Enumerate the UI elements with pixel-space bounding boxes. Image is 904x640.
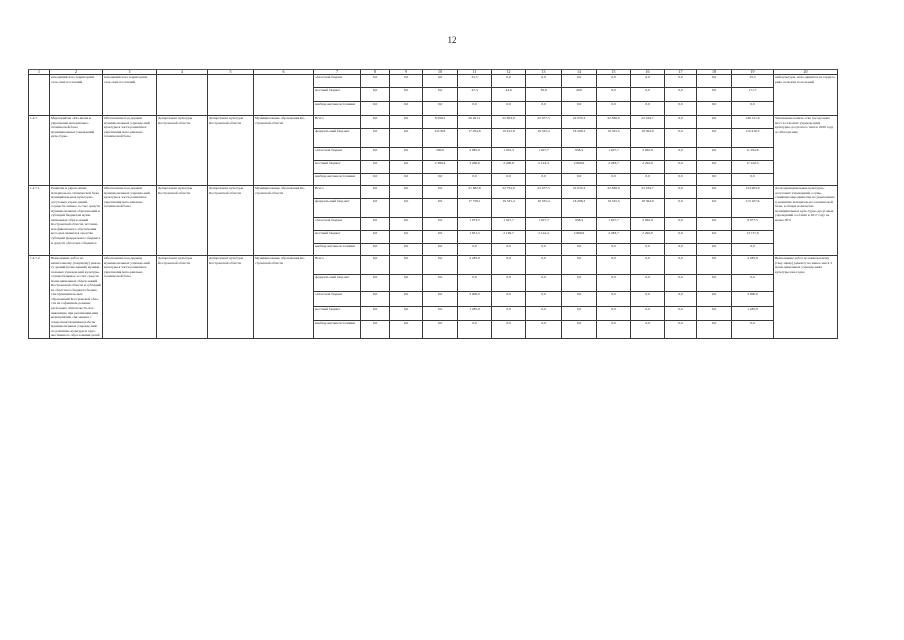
funding-value: 0,0 [423,218,458,231]
funding-value: 47,3 [458,88,492,102]
funding-row [29,116,838,129]
funding-value: 0,0 [597,292,631,307]
funding-source: федераль-ный бюд-жет [314,274,361,291]
item-name: Развитие и укреп-ление материаль-но-технической базы муниципаль-ных культурно-досуговых учреж-дений, осуществ-ляемое за счет средств муници-пальных образова-ний и субсидий бюджетам муни-ципальных образо-ваний Костромской области, источни-ком финансового обеспечения кото-рых являются средства субсидий федерального бюджета и средств областного бюджета [50,186,103,256]
expected-result: Увеличение количе-ства посадочных мест в сельских учрежде-ниях культурно-досугового типа к 2020 году до 294 еди-ниц [774,116,838,186]
funding-value: 0,0 [390,186,423,199]
funding-value: 0,0 [526,102,562,116]
funding-value: 1 027,7 [526,148,562,161]
participant: Муниципальные образования Ко-стромской области [254,116,314,186]
column-number: 17 [665,70,697,75]
funding-value: 0,0 [597,88,631,102]
funding-value: 0,0 [390,244,423,256]
funding-row [29,256,838,275]
funding-value: 0,0 [665,292,697,307]
funding-value: 22 836,9 [597,186,631,199]
funding-value: 0,0 [665,231,697,244]
funding-value: 2 199,7 [492,231,526,244]
funding-value: 0,0 [423,306,458,321]
funding-value: 0,0 [458,174,492,186]
funding-value: 2 208,8 [492,161,526,174]
funding-value: 0,0 [697,116,732,129]
funding-value: 0,0 [631,88,665,102]
funding-value: 0,0 [526,292,562,307]
funding-value: 1 027,7 [597,218,631,231]
funding-value: 0,0 [732,274,774,291]
funding-value: 0,0 [697,306,732,321]
funding-value: 0,0 [665,116,697,129]
funding-value: 0,0 [697,186,732,199]
funding-value: 0,0 [732,321,774,338]
funding-value: 18 208,3 [562,199,597,218]
funding-value: 1 951,5 [458,231,492,244]
funding-value: 0,0 [631,321,665,338]
funding-value: 0,0 [390,174,423,186]
funding-value: 0,0 [361,161,390,174]
column-number: 20 [774,70,838,75]
funding-value: 0,0 [665,274,697,291]
funding-value: 0,0 [361,256,390,275]
funding-value: 171,7 [732,88,774,102]
item-number [29,75,50,116]
funding-value: 1 973,2 [458,218,492,231]
funding-value: 26 201,1 [458,116,492,129]
funding-source: местный бюджет [314,231,361,244]
funding-value: 4 285,8 [732,256,774,275]
funding-value: 8 599,2 [423,116,458,129]
funding-value: 11 294,8 [732,148,774,161]
column-number: 6 [254,70,314,75]
item-name: Выполнение работ по капитальному (текущему) ремон-ту зданий (поме-щений) муници-пальных учрежде-ний культуры, осуществляемое за счет средств муни-ципальных образо-ваний Костромской области и субсидий из областного бюджета бюдже-там муниципаль-ных образований Костромской обла-сти на софинанси-рование расходных обязательств, воз-никающих при реализации ими мероприятий, свя-занных с совер-шенствованием работы муници-пальных учрежде-ний по развитию культуры и худо-жественного обра-зования детей [51,256,102,338]
funding-value: 0,0 [697,161,732,174]
funding-value: 0,0 [562,174,597,186]
funding-value: 0,0 [631,75,665,88]
funding-value: 22 836,9 [597,116,631,129]
funding-value: 0,0 [423,231,458,244]
column-number: 12 [492,70,526,75]
column-number: 11 [458,70,492,75]
funding-value: 0,0 [526,244,562,256]
funding-value: 19 525,4 [526,129,562,148]
funding-source: областной бюджет [314,148,361,161]
funding-value: 25,5 [458,75,492,88]
column-number: 10 [423,70,458,75]
funding-value: 0,0 [423,199,458,218]
funding-value: 0,0 [390,306,423,321]
funding-value: 0,0 [697,231,732,244]
item-name: находящихся на территориях сель-ских поселений [50,75,103,116]
funding-value: 0,0 [361,231,390,244]
funding-source: местный бюджет [314,161,361,174]
funding-value: 0,0 [458,274,492,291]
funding-value: 113 107,6 [732,199,774,218]
funding-value: 0,0 [492,274,526,291]
funding-value: 0,0 [390,199,423,218]
funding-value: 0,0 [631,292,665,307]
responsible: Департамент культуры Костромской области [157,256,208,339]
funding-value: 0,0 [390,88,423,102]
funding-row [29,75,838,88]
funding-source: областной бюджет [314,75,361,88]
funding-value: 0,0 [526,321,562,338]
coexecutor: Департамент культуры Костромской области [208,186,254,256]
funding-value: 19 525,4 [492,199,526,218]
item-goal: Обеспечение под-держки муници-пальных учрежде-ний культуры в части развития и укрепления мате-риально-технической базы [103,116,157,186]
funding-value: 0,0 [665,102,697,116]
funding-value: 0,0 [697,199,732,218]
funding-value: 19 525,4 [526,199,562,218]
funding-value: 39,8 [526,88,562,102]
funding-value: 958,4 [562,218,597,231]
funding-value: 0,0 [526,174,562,186]
funding-value: 0,0 [526,256,562,275]
funding-source: Всего [314,256,361,275]
funding-value: 4 285,8 [458,256,492,275]
funding-value: 2 283,7 [597,231,631,244]
funding-value: 0,0 [697,129,732,148]
funding-source: областной бюджет [314,218,361,231]
funding-value: 0,0 [597,102,631,116]
column-number: 8 [361,70,390,75]
funding-value: 0,0 [697,321,732,338]
funding-value: 0,0 [597,244,631,256]
funding-value: 0,0 [390,274,423,291]
funding-value: 0,0 [697,102,732,116]
funding-value: 0,0 [361,75,390,88]
funding-source: внебюд-жетные источники [314,321,361,338]
expected-result: ний культуры, нахо-дящихся на террито-риях сельских поселе-ний [774,75,838,116]
funding-value: 0,0 [562,274,597,291]
funding-value: 0,0 [631,274,665,291]
funding-value: 22 752,0 [492,186,526,199]
funding-value: 0,0 [665,321,697,338]
funding-value: 4 985,9 [458,148,492,161]
funding-value: 2 124,4 [526,161,562,174]
funding-value: 0,0 [492,244,526,256]
funding-value: 0,0 [665,306,697,321]
column-number: 2 [50,70,103,75]
funding-value: 22 033,3 [562,116,597,129]
funding-value: 0,0 [361,116,390,129]
funding-value: 0,0 [423,174,458,186]
funding-value: 0,0 [423,274,458,291]
funding-value: 0,0 [361,129,390,148]
funding-source: Всего [314,186,361,199]
funding-value: 0,0 [732,102,774,116]
funding-value: 13 717,9 [732,231,774,244]
funding-value: 0,0 [697,292,732,307]
funding-value: 44,6 [492,88,526,102]
funding-value: 0,0 [526,306,562,321]
funding-value: 0,0 [423,256,458,275]
program-funding-table [28,69,838,339]
funding-value: 2 283,7 [597,161,631,174]
funding-value: 0,0 [562,244,597,256]
funding-value: 19 525,5 [597,199,631,218]
coexecutor: Департамент культуры Костромской области [208,116,254,186]
funding-value: 0,0 [665,129,697,148]
funding-value: 0,0 [631,306,665,321]
funding-value: 0,0 [697,218,732,231]
funding-source: внебюд-жетные источники [314,102,361,116]
funding-value: 0,0 [562,102,597,116]
funding-value: 0,0 [390,321,423,338]
funding-value: 0,0 [361,274,390,291]
funding-value: 18 564,9 [631,129,665,148]
funding-value: 0,0 [458,102,492,116]
column-number: 7 [314,70,361,75]
funding-value: 0,0 [631,256,665,275]
funding-value: 0,0 [526,274,562,291]
funding-value: 0,0 [492,174,526,186]
column-number: 4 [157,70,208,75]
column-number: 5 [208,70,254,75]
funding-value: 0,0 [631,102,665,116]
column-number: 9 [390,70,423,75]
funding-value: 0,0 [697,75,732,88]
participant [254,75,314,116]
funding-value: 0,0 [665,148,697,161]
item-goal: Обеспечение под-держки муници-пальных учрежде-ний культуры в части развития и укрепления мате-риально-технической базы [103,186,157,256]
funding-value: 0,0 [390,292,423,307]
responsible: Департамент культуры Костромской области [157,186,208,256]
funding-value: 0,0 [390,231,423,244]
funding-value: 0,0 [665,174,697,186]
funding-value: 17 758,1 [458,199,492,218]
funding-value: 1 027,7 [597,148,631,161]
funding-value: 0,0 [665,161,697,174]
funding-value: 0,0 [492,292,526,307]
funding-value: 19 525,5 [597,129,631,148]
column-number: 13 [526,70,562,75]
funding-value: 0,0 [665,244,697,256]
funding-value: 0,0 [665,218,697,231]
funding-value: 0,0 [390,161,423,174]
funding-value: 0,0 [492,321,526,338]
funding-value: 17 954,6 [458,129,492,148]
funding-value: 22 919,7 [631,116,665,129]
funding-value: 0,0 [526,75,562,88]
expected-result: Выполнение работ по капитальному (теку-щему) ремонту не менее чем в 3 муни-ципальных учрежде-ниях культуры еже-годно [774,256,838,339]
funding-value: 22 677,5 [526,116,562,129]
responsible: Департамент культуры Костромской области [157,116,208,186]
funding-row [29,186,838,199]
funding-value: 22 919,7 [631,186,665,199]
funding-value: 0,0 [665,199,697,218]
funding-value: 22 677,5 [526,186,562,199]
funding-value: 0,0 [390,218,423,231]
funding-source: местный бюджет [314,306,361,321]
column-number: 3 [103,70,157,75]
funding-value: 2 124,4 [526,231,562,244]
funding-value: 0,0 [597,321,631,338]
funding-value: 1 027,7 [526,218,562,231]
funding-source: федераль-ный бюд-жет [314,129,361,148]
funding-source: областной бюджет [314,292,361,307]
funding-value: 0,0 [492,256,526,275]
funding-value: 3 260,6 [458,161,492,174]
funding-value: 0,0 [423,88,458,102]
funding-value: 2 292,0 [631,231,665,244]
funding-value: 0,0 [562,75,597,88]
participant: Муниципальные образования Ко-стромской области [254,186,314,256]
funding-value: 0,0 [458,321,492,338]
funding-value: 2 380,4 [423,161,458,174]
funding-source: внебюд-жетные источники [314,174,361,186]
funding-value: 148 121,6 [732,116,774,129]
funding-source: местный бюджет [314,88,361,102]
funding-value: 0,0 [697,148,732,161]
funding-value: 0,0 [361,174,390,186]
funding-value: 2 292,0 [631,161,665,174]
funding-value: 3 000,0 [458,292,492,307]
funding-value: 22 853,9 [492,116,526,129]
funding-value: 22 033,3 [562,186,597,199]
column-number: 18 [697,70,732,75]
funding-value: 0,0 [665,256,697,275]
funding-value: 0,0 [492,75,526,88]
funding-value: 0,0 [631,174,665,186]
funding-value: 0,0 [597,75,631,88]
funding-value: 0,0 [562,292,597,307]
funding-value: 0,0 [361,199,390,218]
funding-value: 6 018,8 [423,129,458,148]
funding-value: 0,0 [423,102,458,116]
funding-value: 0,0 [732,174,774,186]
funding-value: 0,0 [631,244,665,256]
funding-value: 0,0 [361,102,390,116]
funding-value: 8 077,5 [732,218,774,231]
coexecutor: Департамент культуры Костромской области [208,256,254,339]
funding-value: 21 682,8 [458,186,492,199]
funding-value: 0,0 [458,244,492,256]
funding-value: 0,0 [390,256,423,275]
funding-value: 0,0 [697,88,732,102]
funding-value: 0,0 [562,306,597,321]
funding-value: 0,0 [361,218,390,231]
expected-result: Доля муниципальных культурно-досуговых учреждений, осуще-ствивших мероприя-тия по укреплению и развитию материаль-но-технической базы, в общем количестве муниципальных куль-турно-досуговых учреждений составит в 2017 году не менее 30% [774,186,838,256]
item-number: 1.4.7. [29,116,50,186]
funding-value: 0,0 [390,116,423,129]
funding-value: 0,0 [697,274,732,291]
funding-value: 0,0 [732,244,774,256]
responsible [157,75,208,116]
funding-value: 0,0 [597,306,631,321]
column-number: 1 [29,70,50,75]
funding-value: 3 000,0 [732,292,774,307]
funding-value: 0,0 [390,129,423,148]
item-goal: находящихся на территориях сель-ских поселений [103,75,157,116]
funding-value: 0,0 [361,321,390,338]
column-number: 19 [732,70,774,75]
funding-value: 40,0 [562,88,597,102]
funding-value: 19 612,8 [492,129,526,148]
funding-value: 18 208,3 [562,129,597,148]
funding-value: 0,0 [665,186,697,199]
funding-value: 958,4 [562,148,597,161]
item-name: Мероприятие «Раз-витие и укрепление материально-технической базы муниципальных учреждений куль-туры» [50,116,103,186]
funding-value: 0,0 [597,274,631,291]
funding-value: 0,0 [597,174,631,186]
funding-value: 0,0 [597,256,631,275]
funding-value: 0,0 [361,148,390,161]
funding-value: 25,5 [732,75,774,88]
funding-source: федераль-ный бюд-жет [314,199,361,218]
funding-value: 1 285,8 [458,306,492,321]
funding-value: 0,0 [361,186,390,199]
column-number: 16 [631,70,665,75]
funding-value: 0,0 [390,75,423,88]
funding-value: 0,0 [361,88,390,102]
funding-source: Всего [314,116,361,129]
funding-value: 1 032,3 [492,148,526,161]
funding-value: 18 564,9 [631,199,665,218]
funding-value: 0,0 [423,321,458,338]
funding-value: 17 416,5 [732,161,774,174]
funding-value: 0,0 [562,321,597,338]
column-number: 14 [562,70,597,75]
funding-value: 1 285,8 [732,306,774,321]
funding-source: внебюд-жетные источники [314,244,361,256]
coexecutor [208,75,254,116]
funding-value: 0,0 [697,244,732,256]
funding-value: 0,0 [697,256,732,275]
funding-value: 0,0 [697,174,732,186]
funding-value: 0,0 [492,306,526,321]
funding-value: 2 062,8 [631,148,665,161]
item-number: 1.4.7.2. [29,256,50,339]
funding-value: 0,0 [665,75,697,88]
column-number: 15 [597,70,631,75]
funding-value: 0,0 [361,292,390,307]
funding-value: 0,0 [390,148,423,161]
funding-value: 0,0 [390,102,423,116]
funding-value: 0,0 [361,244,390,256]
funding-value: 0,0 [665,88,697,102]
participant: Муниципальные образования Ко-стромской области [254,256,314,339]
funding-value: 154 903,0 [732,186,774,199]
funding-value: 0,0 [423,244,458,256]
funding-value: 200,0 [423,148,458,161]
item-goal: Обеспечение под-держки муници-пальных учрежде-ний культуры в части развития и укрепления мате-риально-технической базы [103,256,157,339]
funding-value: 0,0 [361,306,390,321]
funding-value: 2 866,6 [562,231,597,244]
funding-value: 0,0 [423,292,458,307]
page-number: 12 [447,35,457,45]
funding-value: 2 062,8 [631,218,665,231]
funding-value: 0,0 [423,75,458,88]
funding-value: 0,0 [492,102,526,116]
funding-value: 2 866,6 [562,161,597,174]
funding-value: 1 027,7 [492,218,526,231]
funding-value: 0,0 [562,256,597,275]
funding-value: 0,0 [423,186,458,199]
item-number: 1.4.7.1. [29,186,50,256]
funding-value: 119 410,3 [732,129,774,148]
